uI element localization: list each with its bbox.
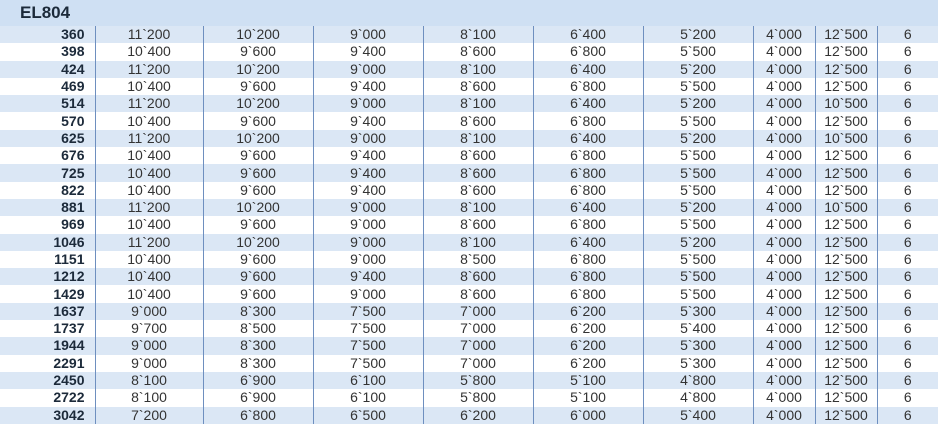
table-cell: 5`500: [643, 268, 753, 285]
table-cell: 6: [877, 130, 938, 147]
table-cell: 8`600: [423, 182, 533, 199]
table-cell: 4`000: [753, 234, 815, 251]
table-cell: 8`100: [423, 130, 533, 147]
table-cell: 6`800: [533, 268, 643, 285]
row-key-cell: 1737: [0, 320, 95, 337]
table-cell: 8`600: [423, 112, 533, 129]
table-cell: 5`500: [643, 43, 753, 60]
table-cell: 5`500: [643, 112, 753, 129]
table-cell: 9`400: [313, 182, 423, 199]
table-cell: 9`700: [95, 320, 203, 337]
table-cell: 5`100: [533, 389, 643, 406]
table-cell: 8`600: [423, 147, 533, 164]
table-cell: 8`600: [423, 164, 533, 181]
table-cell: 6: [877, 285, 938, 302]
table-row: [0, 95, 938, 112]
table-cell: 7`000: [423, 337, 533, 354]
table-cell: 12`500: [815, 164, 877, 181]
table-cell: 9`000: [313, 285, 423, 302]
section-title: EL804: [20, 3, 71, 22]
table-row: [0, 130, 938, 147]
table-cell: 6: [877, 372, 938, 389]
table-cell: 4`000: [753, 372, 815, 389]
table-cell: 9`000: [313, 216, 423, 233]
row-key-cell: 514: [0, 95, 95, 112]
table-cell: 4`000: [753, 216, 815, 233]
table-cell: 9`000: [95, 337, 203, 354]
table-cell: 6`800: [533, 251, 643, 268]
table-cell: 6: [877, 199, 938, 216]
table-row: [0, 216, 938, 233]
table-cell: 10`400: [95, 216, 203, 233]
table-cell: 5`500: [643, 216, 753, 233]
table-cell: 9`600: [203, 268, 313, 285]
table-cell: 5`500: [643, 147, 753, 164]
table-cell: 7`500: [313, 337, 423, 354]
table-cell: 4`000: [753, 61, 815, 78]
table-cell: 4`000: [753, 130, 815, 147]
table-cell: 6`200: [423, 407, 533, 424]
table-cell: 9`600: [203, 182, 313, 199]
table-cell: 9`000: [313, 95, 423, 112]
row-key-cell: 424: [0, 61, 95, 78]
table-cell: 9`600: [203, 43, 313, 60]
table-cell: 6`400: [533, 61, 643, 78]
table-cell: 8`100: [423, 199, 533, 216]
table-cell: 11`200: [95, 26, 203, 43]
table-cell: 11`200: [95, 234, 203, 251]
table-cell: 5`800: [423, 389, 533, 406]
table-cell: 9`400: [313, 112, 423, 129]
table-cell: 6: [877, 26, 938, 43]
table-cell: 9`000: [313, 234, 423, 251]
table-cell: 4`000: [753, 389, 815, 406]
table-row: [0, 61, 938, 78]
table-cell: 6: [877, 43, 938, 60]
table-row: [0, 251, 938, 268]
table-cell: 10`200: [203, 130, 313, 147]
table-cell: 9`600: [203, 78, 313, 95]
table-cell: 5`200: [643, 95, 753, 112]
table-cell: 6: [877, 147, 938, 164]
table-cell: 11`200: [95, 199, 203, 216]
table-cell: 10`200: [203, 234, 313, 251]
table-cell: 6`800: [533, 147, 643, 164]
table-cell: 6: [877, 78, 938, 95]
table-cell: 12`500: [815, 372, 877, 389]
table-cell: 6`400: [533, 199, 643, 216]
table-row: [0, 285, 938, 302]
table-cell: 9`000: [313, 26, 423, 43]
table-cell: 8`100: [423, 26, 533, 43]
table-cell: 4`800: [643, 389, 753, 406]
row-key-cell: 1151: [0, 251, 95, 268]
table-cell: 12`500: [815, 61, 877, 78]
table-cell: 6`900: [203, 389, 313, 406]
table-row: [0, 234, 938, 251]
table-cell: 6: [877, 389, 938, 406]
table-cell: 9`600: [203, 112, 313, 129]
table-cell: 6`800: [533, 285, 643, 302]
table-cell: 9`600: [203, 216, 313, 233]
table-cell: 9`400: [313, 268, 423, 285]
table-cell: 6: [877, 182, 938, 199]
table-cell: 4`000: [753, 95, 815, 112]
table-cell: 12`500: [815, 43, 877, 60]
table-cell: 10`400: [95, 164, 203, 181]
table-row: [0, 26, 938, 43]
table-cell: 4`000: [753, 26, 815, 43]
table-cell: 6: [877, 234, 938, 251]
table-cell: 9`400: [313, 147, 423, 164]
table-cell: 6`000: [533, 407, 643, 424]
table-cell: 8`100: [95, 389, 203, 406]
table-cell: 4`000: [753, 303, 815, 320]
table-cell: 10`400: [95, 147, 203, 164]
table-row: [0, 337, 938, 354]
table-cell: 4`800: [643, 372, 753, 389]
table-cell: 6`400: [533, 26, 643, 43]
table-cell: 6`200: [533, 320, 643, 337]
table-cell: 10`400: [95, 112, 203, 129]
row-key-cell: 570: [0, 112, 95, 129]
table-cell: 5`200: [643, 26, 753, 43]
table-row: [0, 355, 938, 372]
row-key-cell: 1429: [0, 285, 95, 302]
row-key-cell: 469: [0, 78, 95, 95]
table-cell: 9`400: [313, 43, 423, 60]
table-cell: 6`400: [533, 130, 643, 147]
table-cell: 6`400: [533, 95, 643, 112]
table-cell: 10`400: [95, 43, 203, 60]
table-cell: 8`100: [423, 95, 533, 112]
table-cell: 8`300: [203, 303, 313, 320]
table-cell: 6: [877, 268, 938, 285]
table-cell: 6: [877, 61, 938, 78]
table-cell: 9`000: [313, 130, 423, 147]
table-cell: 12`500: [815, 389, 877, 406]
table-cell: 6`200: [533, 303, 643, 320]
table-cell: 5`200: [643, 234, 753, 251]
table-cell: 7`500: [313, 320, 423, 337]
table-cell: 5`200: [643, 199, 753, 216]
table-cell: 6: [877, 164, 938, 181]
table-cell: 12`500: [815, 320, 877, 337]
table-cell: 9`400: [313, 164, 423, 181]
table-cell: 8`600: [423, 268, 533, 285]
table-cell: 8`500: [423, 251, 533, 268]
table-cell: 11`200: [95, 95, 203, 112]
table-cell: 4`000: [753, 112, 815, 129]
table-cell: 6`800: [533, 78, 643, 95]
table-cell: 11`200: [95, 61, 203, 78]
table-cell: 12`500: [815, 251, 877, 268]
table-cell: 9`000: [313, 199, 423, 216]
table-cell: 8`500: [203, 320, 313, 337]
table-cell: 12`500: [815, 234, 877, 251]
table-cell: 12`500: [815, 268, 877, 285]
table-cell: 7`000: [423, 303, 533, 320]
row-key-cell: 398: [0, 43, 95, 60]
table-cell: 8`100: [423, 61, 533, 78]
row-key-cell: 2722: [0, 389, 95, 406]
table-row: [0, 199, 938, 216]
table-row: [0, 147, 938, 164]
table-cell: 4`000: [753, 407, 815, 424]
table-cell: 10`200: [203, 95, 313, 112]
row-key-cell: 725: [0, 164, 95, 181]
row-key-cell: 676: [0, 147, 95, 164]
table-cell: 7`000: [423, 320, 533, 337]
table-cell: 9`000: [313, 251, 423, 268]
table-cell: 6: [877, 95, 938, 112]
table-cell: 6: [877, 337, 938, 354]
row-key-cell: 1944: [0, 337, 95, 354]
table-cell: 6`800: [533, 43, 643, 60]
spec-table: [0, 26, 938, 424]
table-cell: 6: [877, 303, 938, 320]
table-cell: 12`500: [815, 26, 877, 43]
table-cell: 6`800: [533, 216, 643, 233]
table-cell: 12`500: [815, 182, 877, 199]
table-cell: 6`200: [533, 337, 643, 354]
table-cell: 12`500: [815, 337, 877, 354]
table-cell: 9`000: [313, 61, 423, 78]
section-header: [0, 0, 938, 26]
table-cell: 12`500: [815, 285, 877, 302]
table-row: [0, 164, 938, 181]
table-cell: 8`300: [203, 355, 313, 372]
table-cell: 12`500: [815, 355, 877, 372]
table-cell: 5`200: [643, 130, 753, 147]
row-key-cell: 2291: [0, 355, 95, 372]
row-key-cell: 3042: [0, 407, 95, 424]
table-cell: 10`400: [95, 268, 203, 285]
table-cell: 4`000: [753, 182, 815, 199]
table-cell: 4`000: [753, 43, 815, 60]
table-cell: 8`100: [95, 372, 203, 389]
table-cell: 12`500: [815, 216, 877, 233]
row-key-cell: 625: [0, 130, 95, 147]
table-cell: 5`500: [643, 285, 753, 302]
table-cell: 4`000: [753, 337, 815, 354]
table-cell: 8`300: [203, 337, 313, 354]
table-cell: 6`100: [313, 372, 423, 389]
table-cell: 6`800: [533, 182, 643, 199]
row-key-cell: 881: [0, 199, 95, 216]
table-cell: 6: [877, 407, 938, 424]
table-row: [0, 112, 938, 129]
table-cell: 10`500: [815, 199, 877, 216]
table-cell: 10`500: [815, 95, 877, 112]
table-cell: 7`200: [95, 407, 203, 424]
table-cell: 4`000: [753, 164, 815, 181]
table-cell: 4`000: [753, 285, 815, 302]
table-cell: 10`200: [203, 199, 313, 216]
table-cell: 6: [877, 320, 938, 337]
table-cell: 12`500: [815, 78, 877, 95]
row-key-cell: 1046: [0, 234, 95, 251]
table-cell: 10`200: [203, 61, 313, 78]
table-cell: 9`400: [313, 78, 423, 95]
row-key-cell: 1637: [0, 303, 95, 320]
table-cell: 5`300: [643, 355, 753, 372]
table-cell: 4`000: [753, 251, 815, 268]
table-cell: 9`600: [203, 251, 313, 268]
table-cell: 6: [877, 251, 938, 268]
table-cell: 5`300: [643, 303, 753, 320]
table-cell: 5`500: [643, 251, 753, 268]
table-cell: 9`600: [203, 164, 313, 181]
table-cell: 8`600: [423, 285, 533, 302]
table-cell: 10`200: [203, 26, 313, 43]
row-key-cell: 2450: [0, 372, 95, 389]
table-cell: 6`900: [203, 372, 313, 389]
table-cell: 4`000: [753, 199, 815, 216]
table-cell: 5`100: [533, 372, 643, 389]
row-key-cell: 360: [0, 26, 95, 43]
table-cell: 6`400: [533, 234, 643, 251]
table-cell: 9`600: [203, 285, 313, 302]
table-cell: 6`800: [203, 407, 313, 424]
table-cell: 11`200: [95, 130, 203, 147]
table-cell: 12`500: [815, 112, 877, 129]
table-cell: 12`500: [815, 303, 877, 320]
table-cell: 4`000: [753, 147, 815, 164]
table-row: [0, 372, 938, 389]
table-cell: 5`500: [643, 164, 753, 181]
table-cell: 6: [877, 112, 938, 129]
table-cell: 5`400: [643, 320, 753, 337]
table-cell: 10`400: [95, 78, 203, 95]
table-row: [0, 43, 938, 60]
table-cell: 8`600: [423, 43, 533, 60]
table-cell: 6`800: [533, 164, 643, 181]
table-cell: 6`100: [313, 389, 423, 406]
row-key-cell: 822: [0, 182, 95, 199]
table-cell: 5`500: [643, 78, 753, 95]
table-cell: 4`000: [753, 355, 815, 372]
table-cell: 6: [877, 216, 938, 233]
row-key-cell: 969: [0, 216, 95, 233]
row-key-cell: 1212: [0, 268, 95, 285]
table-cell: 5`200: [643, 61, 753, 78]
table-cell: 9`000: [95, 355, 203, 372]
table-cell: 12`500: [815, 147, 877, 164]
table-cell: 5`500: [643, 182, 753, 199]
table-cell: 8`100: [423, 234, 533, 251]
table-row: [0, 320, 938, 337]
table-cell: 7`500: [313, 303, 423, 320]
table-cell: 4`000: [753, 78, 815, 95]
table-cell: 6`200: [533, 355, 643, 372]
table-cell: 4`000: [753, 320, 815, 337]
table-cell: 5`300: [643, 337, 753, 354]
table-cell: 10`400: [95, 251, 203, 268]
table-cell: 5`400: [643, 407, 753, 424]
table-cell: 7`000: [423, 355, 533, 372]
table-cell: 4`000: [753, 268, 815, 285]
table-cell: 6`800: [533, 112, 643, 129]
table-row: [0, 78, 938, 95]
table-cell: 8`600: [423, 216, 533, 233]
table-cell: 10`400: [95, 285, 203, 302]
table-cell: 6`500: [313, 407, 423, 424]
table-cell: 10`500: [815, 130, 877, 147]
table-cell: 7`500: [313, 355, 423, 372]
table-cell: 9`000: [95, 303, 203, 320]
table-cell: 6: [877, 355, 938, 372]
table-cell: 8`600: [423, 78, 533, 95]
table-cell: 10`400: [95, 182, 203, 199]
table-cell: 12`500: [815, 407, 877, 424]
table-row: [0, 389, 938, 406]
table-row: [0, 182, 938, 199]
table-row: [0, 268, 938, 285]
table-cell: 9`600: [203, 147, 313, 164]
table-row: [0, 303, 938, 320]
table-cell: 5`800: [423, 372, 533, 389]
table-row: [0, 407, 938, 424]
